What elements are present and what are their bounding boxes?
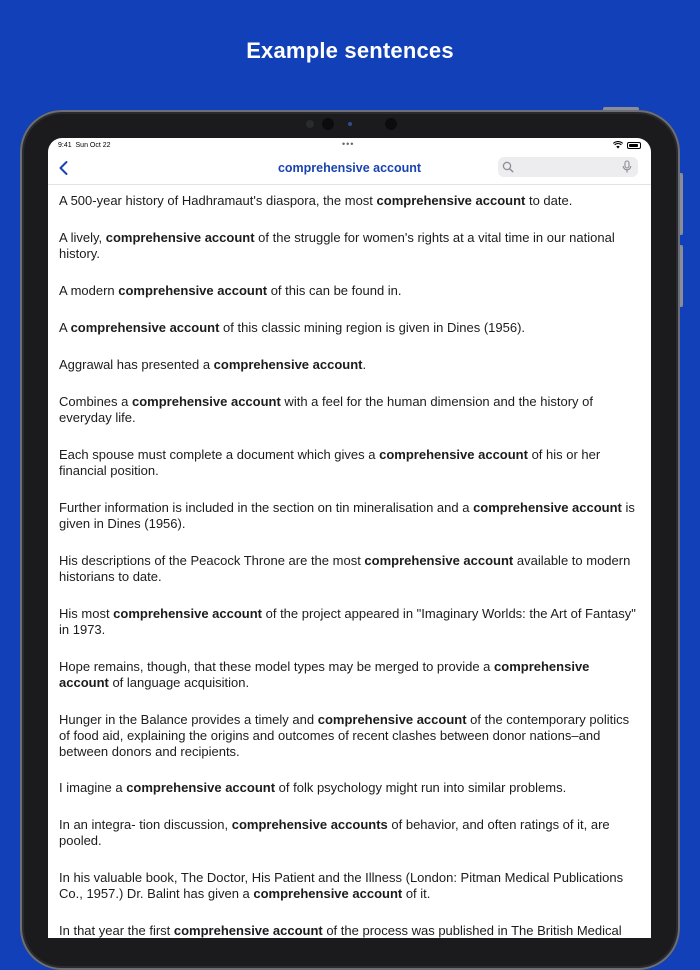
sentence-text-after: of folk psychology might run into similar problems.: [275, 780, 567, 795]
sentence-text-after: of language acquisition.: [108, 675, 250, 690]
sentence-text-before: In an integra- tion discussion,: [59, 817, 232, 832]
highlighted-term: comprehensive account: [59, 659, 590, 690]
highlighted-term: comprehensive account: [213, 357, 363, 372]
highlighted-term: comprehensive account: [253, 886, 403, 901]
sentence-text-before: His descriptions of the Peacock Throne are the most: [59, 553, 365, 568]
sentence-text-before: In that year the first: [59, 923, 174, 938]
example-sentence[interactable]: [48, 193, 651, 209]
example-sentence[interactable]: [48, 283, 651, 299]
status-icons: [613, 141, 641, 149]
highlighted-term: comprehensive account: [317, 712, 467, 727]
example-sentence[interactable]: [48, 606, 651, 638]
example-sentence[interactable]: [48, 870, 651, 902]
highlighted-term: comprehensive account: [131, 394, 281, 409]
sentence-text-before: In his valuable book, The Doctor, His Patient and the Illness (London: Pitman Medical Publications Co., 1957.) Dr. Balint has given a: [59, 870, 624, 901]
example-sentence[interactable]: [48, 320, 651, 336]
highlighted-term: comprehensive account: [379, 447, 528, 462]
example-sentence[interactable]: [48, 923, 651, 938]
sentence-text-before: Hunger in the Balance provides a timely and: [59, 712, 318, 727]
sentence-text-before: Hope remains, though, that these model types may be merged to provide a: [59, 659, 495, 674]
sentence-text-after: of the project appeared in "Imaginary Worlds: the Art of Fantasy" in 1973.: [59, 606, 636, 637]
promo-title: Example sentences: [246, 38, 454, 63]
sentence-text-after: of behavior, and often ratings of it, are pooled.: [59, 817, 610, 848]
status-bar: [48, 138, 651, 154]
highlighted-term: comprehensive account: [376, 193, 526, 208]
status-time: [58, 142, 111, 149]
search-icon: [502, 161, 514, 173]
example-sentence[interactable]: [48, 447, 651, 479]
sentence-text-before: Aggrawal has presented a: [59, 357, 214, 372]
example-sentence[interactable]: [48, 712, 651, 760]
wifi-icon: [613, 141, 623, 149]
status-time-value: 9:41: [58, 142, 72, 149]
page-title: comprehensive account: [277, 161, 422, 175]
sentence-text-before: Combines a: [59, 394, 132, 409]
sentence-text-before: His most: [59, 606, 114, 621]
sentence-text-after: of the process was published in The British Medical: [322, 923, 622, 938]
app-screen: [48, 138, 651, 938]
navigation-bar: [48, 154, 651, 185]
sentence-text-after: of this classic mining region is given in Dines (1956).: [219, 320, 526, 335]
camera-dot: [385, 118, 397, 130]
sentence-text-after: to date.: [525, 193, 573, 208]
highlighted-term: comprehensive accounts: [231, 817, 388, 832]
status-date: Sun Oct 22: [75, 142, 111, 149]
sentence-text-before: A 500-year history of Hadhramaut's diaspora, the most: [59, 193, 377, 208]
example-sentence[interactable]: [48, 817, 651, 849]
highlighted-term: comprehensive account: [364, 553, 514, 568]
example-sentence[interactable]: [48, 659, 651, 691]
sentence-text-before: Further information is included in the section on tin mineralisation and a: [59, 500, 474, 515]
sentence-text-before: A modern: [59, 283, 119, 298]
sentence-text-after: .: [362, 357, 367, 372]
sentence-text-after: available to modern historians to date.: [59, 553, 631, 584]
search-field[interactable]: [498, 157, 638, 177]
example-sentence[interactable]: [48, 357, 651, 373]
highlighted-term: comprehensive account: [473, 500, 622, 515]
example-sentence[interactable]: [48, 780, 651, 796]
highlighted-term: comprehensive account: [118, 283, 268, 298]
highlighted-term: comprehensive account: [70, 320, 220, 335]
sentence-text-before: A: [59, 320, 71, 335]
example-sentence[interactable]: [48, 230, 651, 262]
sentence-text-after: with a feel for the human dimension and the history of everyday life.: [59, 394, 593, 425]
camera-dot: [322, 118, 334, 130]
example-sentence[interactable]: [48, 553, 651, 585]
highlighted-term: comprehensive account: [105, 230, 255, 245]
sentence-text-before: I imagine a: [59, 780, 127, 795]
multitasking-dots[interactable]: •••: [342, 139, 355, 149]
sentence-text-after: of the contemporary politics of food aid, explaining the origins and outcomes of recent clashes between donor nations–and between donors and recipients.: [59, 712, 630, 759]
highlighted-term: comprehensive account: [126, 780, 276, 795]
highlighted-term: comprehensive account: [113, 606, 262, 621]
battery-icon: [627, 142, 641, 149]
microphone-icon[interactable]: [622, 160, 632, 174]
sentence-text-after: is given in Dines (1956).: [59, 500, 635, 531]
camera-lens: [348, 122, 352, 126]
sentence-text-after: of his or her financial position.: [59, 447, 601, 478]
sentence-text-after: of the struggle for women's rights at a vital time in our national history.: [59, 230, 615, 261]
highlighted-term: comprehensive account: [173, 923, 323, 938]
example-sentence[interactable]: [48, 500, 651, 532]
search-input[interactable]: [516, 159, 620, 177]
sentence-text-before: Each spouse must complete a document which gives a: [59, 447, 380, 462]
sentence-text-after: of this can be found in.: [267, 283, 402, 298]
sentence-text-before: A lively,: [59, 230, 106, 245]
camera-dot: [306, 120, 314, 128]
sentence-text-after: of it.: [402, 886, 431, 901]
example-sentence[interactable]: [48, 394, 651, 426]
